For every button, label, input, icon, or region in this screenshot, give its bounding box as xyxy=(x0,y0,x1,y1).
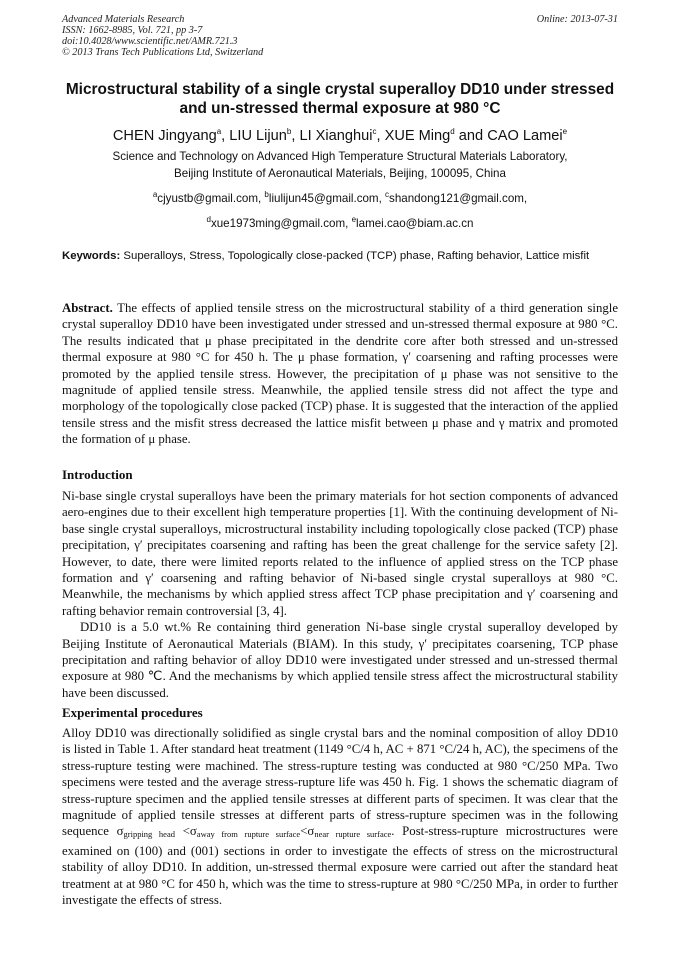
experimental-body xyxy=(62,725,618,908)
email-address[interactable]: shandong121@gmail.com, xyxy=(389,191,528,205)
abstract-label: Abstract. xyxy=(62,301,113,315)
email-address[interactable]: lamei.cao@biam.ac.cn xyxy=(356,216,474,230)
keywords-label: Keywords: xyxy=(62,250,121,262)
email-address[interactable]: cjyustb@gmail.com, xyxy=(157,191,265,205)
online-date: Online: 2013-07-31 xyxy=(536,14,618,25)
journal-name: Advanced Materials Research xyxy=(62,14,185,25)
section-heading-experimental: Experimental procedures xyxy=(62,705,203,720)
affiliation-line: Beijing Institute of Aeronautical Materials, Beijing, 100095, China xyxy=(174,166,506,180)
section-heading-introduction: Introduction xyxy=(62,467,133,482)
paper-title: Microstructural stability of a single crystal superalloy DD10 under stressed and un-stressed thermal exposure at 980 °C xyxy=(65,81,615,117)
paragraph: DD10 is a 5.0 wt.% Re containing third generation Ni-base single crystal superalloy developed by Beijing Institute of Aeronautical Materials (BIAM). In this study, γ′ precipitates coarsening, TCP phase precipitation and rafting behavior of alloy DD10 were investigated under stressed and un-stressed thermal exposure at 980 ℃. And the mechanisms by which applied tensile stress affect the microstructural stability have been discussed. xyxy=(62,620,618,700)
author-list xyxy=(62,122,618,146)
introduction-body xyxy=(62,488,618,701)
author: LI Xianghui$^c$, xyxy=(299,127,385,144)
journal-metadata xyxy=(62,14,618,58)
paragraph: Ni-base single crystal superalloys have been the primary materials for hot section components of advanced aero-engines due to their excellent high temperature properties [1]. With the continuing development of Ni-base single crystal superalloys, microstructural instability including topologically close packed (TCP) phase precipitation, γ′ precipitates coarsening and rafting has been the great challenge for the service safety [2]. However, to date, there were limited reports related to the influence of applied stress on the TCP phase formation and γ′ coarsening and rafting behavior of Ni-based single crystal superalloys at 980 °C. Meanwhile, the mechanisms by which applied stress affect TCP phase precipitation and γ′ coarsening and rafting behavior remain controversial [3, 4]. xyxy=(62,489,618,618)
paragraph: Alloy DD10 was directionally solidified as single crystal bars and the nominal composition of alloy DD10 is listed in Table 1. After standard heat treatment (1149 °C/4 h, AC + 871 °C/24 h, AC), the specimens of the stress-rupture testing were machined. The stress-rupture testing was conducted at 980 °C/250 MPa. Two specimens were tested and the average stress-rupture life was 450 h. Fig. 1 shows the schematic diagram of stress-rupture specimen and the applied tensile stresses at different parts of specimen. It was clear that the magnitude of applied tensile stresses at different parts of stress-rupture specimen was in the following sequence $\sigma_{gripping head} <\sigma_{away from rupture surface}<\sigma_{near rupture surface}$. Post-stress-rupture microstructures were examined on (100) and (001) sections in order to investigate the effects of stress on the microstructural stability of alloy DD10. In addition, un-stressed thermal exposure were carried out after the standard heat treatment at at 980 °C for 450 h, which was the time to stress-rupture at 980 °C/250 MPa, in order to further investigate the effects of stress. xyxy=(62,726,618,908)
author: CAO Lamei$^e$ xyxy=(487,127,568,144)
author: CHEN Jingyang$^a$, xyxy=(112,127,230,144)
doi[interactable]: doi:10.4028/www.scientific.net/AMR.721.3 xyxy=(62,36,238,47)
email-line: $^a$cjyustb@gmail.com, $^b$liulijun45@gmail.com, $^c$shandong121@gmail.com, xyxy=(152,190,528,205)
email-list xyxy=(62,184,618,234)
copyright: © 2013 Trans Tech Publications Ltd, Switzerland xyxy=(62,47,264,58)
abstract xyxy=(62,300,618,448)
email-address[interactable]: xue1973ming@gmail.com, xyxy=(210,216,352,230)
abstract-text: The effects of applied tensile stress on the microstructural stability of a third generation single crystal superalloy DD10 have been investigated under stressed and un-stressed thermal exposure at 980 °C. The results indicated that μ phase precipitated in the dendrite core after both stressed and un-stressed thermal exposure at 980 °C for 450 h. The μ phase formation, γ′ coarsening and rafting processes were promoted by the applied tensile stress. However, the precipitation of μ phase was not sensitive to the magnitude of applied tensile stress. Meanwhile, the applied tensile stress did not affect the type and morphology of the topologically close packed (TCP) phase. It is suggested that the interaction of the applied tensile stress and the misfit stress decreased the lattice misfit between μ phase and γ matrix and promoted the formation of μ phase. xyxy=(62,301,618,447)
author: LIU Lijun$^b$, xyxy=(229,127,300,144)
keywords-text: Superalloys, Stress, Topologically close-packed (TCP) phase, Rafting behavior, Lattice misfit xyxy=(120,250,590,262)
affiliation xyxy=(62,149,618,182)
issn: ISSN: 1662-8985, Vol. 721, pp 3-7 xyxy=(62,25,203,36)
keywords xyxy=(62,249,618,265)
author: XUE Ming$^d$ and xyxy=(384,127,488,144)
email-address[interactable]: liulijun45@gmail.com, xyxy=(268,191,386,205)
affiliation-line: Science and Technology on Advanced High Temperature Structural Materials Laboratory, xyxy=(112,150,568,163)
email-line: $^d$xue1973ming@gmail.com, $^e$lamei.cao@biam.ac.cn xyxy=(206,214,474,230)
